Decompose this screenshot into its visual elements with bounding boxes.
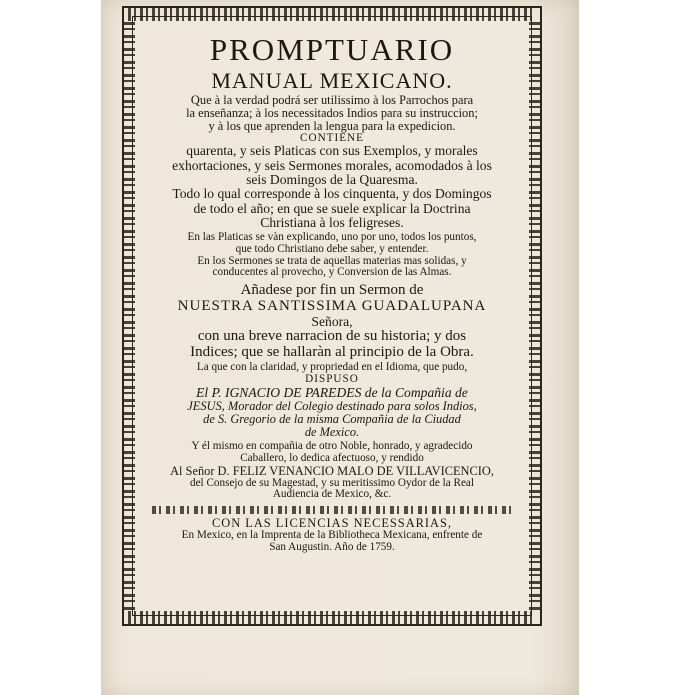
imprint-line: San Augustin. Año de 1759. <box>269 540 395 553</box>
dedication-line: Caballero, lo dedica afectuoso, y rendido <box>240 451 424 464</box>
author-line: DISPUSO <box>305 373 359 386</box>
contents-line: exhortaciones, y seis Sermones morales, acomodados à los <box>172 157 492 173</box>
sermon-line: Indices; que se hallaràn al principio de la Obra. <box>190 343 474 360</box>
subtitle: MANUAL MEXICANO. <box>211 67 453 93</box>
intro-line: Que à la verdad podrá ser utilissimo à los Parrochos para <box>190 92 474 107</box>
sermon-line: con una breve narracion de su historia; y dos <box>197 327 467 344</box>
author-line: La que con la claridad, y propriedad en el Idioma, que pudo, <box>196 361 468 374</box>
ornament-divider <box>152 506 512 514</box>
sermon-line: NUESTRA SANTISSIMA GUADALUPANA <box>177 297 487 314</box>
intro-line: la enseñanza; à los necessitados Indios para su instruccion; <box>186 105 478 120</box>
contents-line: seis Domingos de la Quaresma. <box>246 171 418 187</box>
author-block <box>135 362 529 439</box>
author-line: de S. Gregorio de la misma Compañia de la Ciudad <box>203 412 461 427</box>
contents-line: Todo lo qual corresponde à los cinquenta, y dos Domingos <box>172 186 492 202</box>
intro-line: y à los que aprenden la lengua para la expedicion. <box>208 118 456 133</box>
dedication-line: del Consejo de su Magestad, y su meritissimo Oydor de la Real <box>190 476 474 489</box>
platicas-block <box>135 232 529 279</box>
dedication-line: Y él mismo en compañia de otro Noble, honrado, y agradecido <box>191 440 473 453</box>
platicas-line: que todo Christiano debe saber, y entender. <box>235 242 429 255</box>
dedication-line: Al Señor D. FELIZ VENANCIO MALO DE VILLAVICENCIO, <box>170 463 494 478</box>
contents-block <box>135 144 529 230</box>
contents-line: quarenta, y seis Platicas con sus Exemplos, y morales <box>186 143 478 159</box>
imprint-line: CON LAS LICENCIAS NECESSARIAS, <box>212 516 452 531</box>
imprint-block <box>135 517 529 554</box>
imprint-line: En Mexico, en la Imprenta de la Bibliotheca Mexicana, enfrente de <box>181 529 483 542</box>
intro-block <box>135 94 529 133</box>
contiene-heading: CONTIENE <box>300 131 364 144</box>
author-line: El P. IGNACIO DE PAREDES de la Compañia de <box>196 384 468 400</box>
author-line: de Mexico. <box>304 425 360 440</box>
platicas-line: En las Platicas se vàn explicando, uno por uno, todos los puntos, <box>187 231 477 244</box>
dedication-block <box>135 441 529 501</box>
contents-line: Christiana à los feligreses. <box>260 214 404 230</box>
contents-line: de todo el año; en que se suele explicar la Doctrina <box>193 200 471 216</box>
platicas-line: En los Sermones se trata de aquellas materias mas solidas, y <box>197 254 467 267</box>
sermon-block <box>135 283 529 360</box>
platicas-line: conducentes al provecho, y Conversion de las Almas. <box>212 266 452 279</box>
main-title: PROMPTUARIO <box>209 32 455 67</box>
dedication-line: Audiencia de Mexico, &c. <box>272 488 392 501</box>
sermon-line: Señora, <box>311 313 353 329</box>
sermon-line: Añadese por fin un Sermon de <box>240 282 424 299</box>
author-line: JESUS, Morador del Colegio destinado para solos Indios, <box>187 399 477 414</box>
title-page-text <box>135 20 529 616</box>
